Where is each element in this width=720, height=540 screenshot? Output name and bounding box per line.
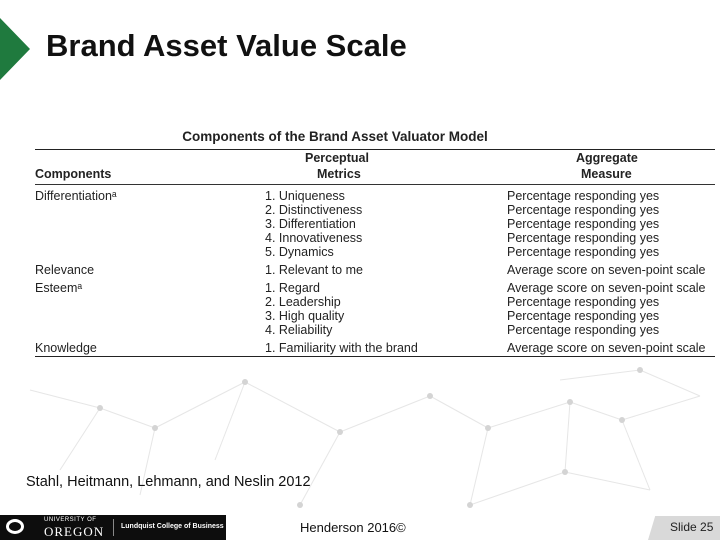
table-row <box>35 281 715 295</box>
table-bottom-rule <box>35 356 715 357</box>
footer-author: Henderson 2016© <box>300 520 406 535</box>
header-aggregate-line1: Aggregate <box>576 151 638 165</box>
cell-measure: Percentage responding yes <box>507 231 660 245</box>
table-row <box>35 189 715 203</box>
slide-number: Slide 25 <box>670 520 714 534</box>
cell-measure: Percentage responding yes <box>507 323 660 337</box>
logo-college-text: Lundquist College of Business <box>121 523 224 530</box>
table-row <box>35 295 715 309</box>
table-row <box>35 309 715 323</box>
title-accent-arrow <box>0 18 30 80</box>
cell-metric: 1. Regard <box>265 281 320 295</box>
oregon-o-icon <box>6 519 24 534</box>
cell-component: Relevance <box>35 263 95 277</box>
table-row <box>35 203 715 217</box>
cell-metric: 1. Familiarity with the brand <box>265 341 418 355</box>
cell-measure: Percentage responding yes <box>507 245 660 259</box>
cell-measure: Average score on seven-point scale <box>507 263 706 277</box>
logo-university-text: UNIVERSITY OF <box>44 517 97 523</box>
slide-footer <box>0 515 720 540</box>
cell-measure: Percentage responding yes <box>507 203 660 217</box>
logo-oregon-text: OREGON <box>44 524 105 539</box>
table-row <box>35 217 715 231</box>
cell-component: Knowledge <box>35 341 97 355</box>
cell-metric: 1. Uniqueness <box>265 189 345 203</box>
cell-metric: 2. Distinctiveness <box>265 203 363 217</box>
cell-measure: Average score on seven-point scale <box>507 281 706 295</box>
table-row <box>35 245 715 259</box>
cell-measure: Average score on seven-point scale <box>507 341 706 355</box>
table-body <box>35 185 715 356</box>
slide-title: Brand Asset Value Scale <box>46 28 407 63</box>
header-perceptual-line1: Perceptual <box>305 151 369 165</box>
cell-measure: Percentage responding yes <box>507 295 660 309</box>
table-row <box>35 231 715 245</box>
cell-component: Esteemᵃ <box>35 281 83 295</box>
table-header <box>35 150 715 184</box>
bav-table <box>35 129 715 357</box>
university-logo <box>0 515 226 540</box>
source-citation: Stahl, Heitmann, Lehmann, and Neslin 2012 <box>26 474 311 490</box>
cell-metric: 4. Reliability <box>265 323 333 337</box>
table-row <box>35 323 715 337</box>
header-perceptual-line2: Metrics <box>317 167 361 181</box>
cell-measure: Percentage responding yes <box>507 309 660 323</box>
cell-metric: 4. Innovativeness <box>265 231 363 245</box>
cell-metric: 3. High quality <box>265 309 345 323</box>
cell-metric: 5. Dynamics <box>265 245 334 259</box>
table-row <box>35 263 715 277</box>
table-caption: Components of the Brand Asset Valuator Model <box>182 129 488 144</box>
cell-metric: 1. Relevant to me <box>265 263 363 277</box>
header-components: Components <box>35 167 112 181</box>
cell-metric: 2. Leadership <box>265 295 341 309</box>
cell-measure: Percentage responding yes <box>507 217 660 231</box>
cell-measure: Percentage responding yes <box>507 189 660 203</box>
header-aggregate-line2: Measure <box>581 167 632 181</box>
cell-component: Differentiationᵃ <box>35 189 117 203</box>
table-row <box>35 341 715 355</box>
logo-divider <box>113 519 114 536</box>
cell-metric: 3. Differentiation <box>265 217 356 231</box>
